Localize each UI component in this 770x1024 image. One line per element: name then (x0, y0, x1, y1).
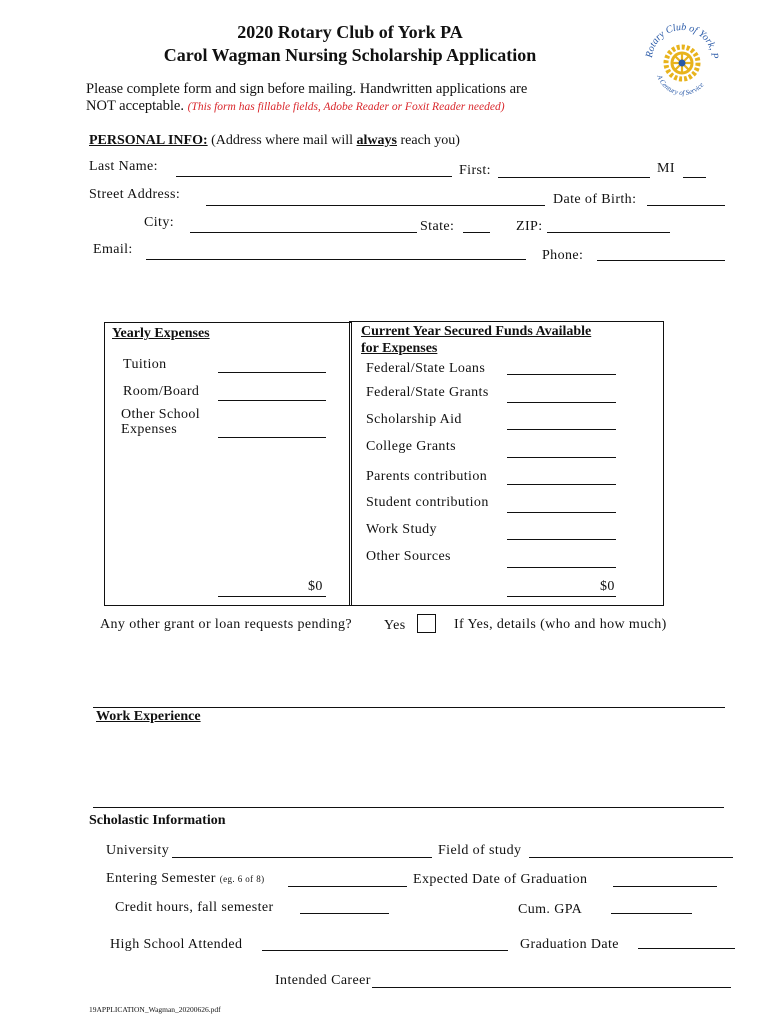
expenses-total: $0 (308, 579, 323, 594)
university-field[interactable] (172, 857, 432, 858)
room-board-label: Room/Board (123, 384, 200, 399)
expenses-total-line (218, 596, 326, 597)
gpa-field[interactable] (611, 913, 692, 914)
mi-label: MI (657, 161, 675, 176)
university-label: University (106, 843, 170, 858)
credit-hours-label: Credit hours, fall semester (115, 900, 274, 915)
work-experience-field[interactable] (93, 807, 724, 808)
secured-funds-heading-1: Current Year Secured Funds Available (361, 324, 592, 339)
fillable-note: (This form has fillable fields, Adobe Reader or Foxit Reader needed) (187, 101, 505, 113)
state-field[interactable] (463, 232, 490, 233)
pending-details-field[interactable] (93, 707, 725, 708)
fund-item-field[interactable] (507, 457, 616, 458)
city-label: City: (144, 215, 175, 230)
dob-field[interactable] (647, 205, 725, 206)
fund-item-label: Other Sources (366, 549, 451, 564)
first-name-label: First: (459, 163, 491, 178)
fund-item-label: Student contribution (366, 495, 489, 510)
other-expenses-label (121, 407, 200, 437)
state-label: State: (420, 219, 455, 234)
funds-total-line (507, 596, 616, 597)
expected-graduation-field[interactable] (613, 886, 717, 887)
street-address-field[interactable] (206, 205, 545, 206)
fund-item-label: Work Study (366, 522, 437, 537)
high-school-label: High School Attended (110, 937, 243, 952)
tuition-label: Tuition (123, 357, 167, 372)
fund-item-field[interactable] (507, 374, 616, 375)
phone-label: Phone: (542, 248, 584, 263)
pending-yes-checkbox[interactable] (417, 614, 436, 633)
title-line-2: Carol Wagman Nursing Scholarship Application (163, 45, 537, 65)
fund-item-field[interactable] (507, 567, 616, 568)
secured-funds-heading-2: for Expenses (361, 341, 438, 356)
fund-item-label: College Grants (366, 439, 456, 454)
work-experience-heading: Work Experience (96, 709, 201, 724)
title-line-1: 2020 Rotary Club of York PA (237, 22, 463, 42)
personal-sub-pre: (Address where mail will (211, 133, 357, 148)
street-address-label: Street Address: (89, 187, 181, 202)
yearly-expenses-heading: Yearly Expenses (112, 326, 210, 341)
fund-item-label: Scholarship Aid (366, 412, 462, 427)
field-of-study-field[interactable] (529, 857, 733, 858)
last-name-label: Last Name: (89, 159, 158, 174)
fund-item-field[interactable] (507, 429, 616, 430)
zip-label: ZIP: (516, 219, 543, 234)
credit-hours-field[interactable] (300, 913, 389, 914)
fund-item-field[interactable] (507, 484, 616, 485)
fund-item-field[interactable] (507, 539, 616, 540)
rotary-wheel-icon (640, 18, 724, 102)
personal-heading-label: PERSONAL INFO: (89, 133, 208, 148)
other-expenses-label-2: Expenses (121, 422, 178, 437)
field-of-study-label: Field of study (438, 843, 522, 858)
high-school-field[interactable] (262, 950, 508, 951)
fund-item-label: Federal/State Loans (366, 361, 486, 376)
room-board-field[interactable] (218, 400, 326, 401)
other-expenses-label-1: Other School (121, 407, 201, 422)
personal-info-heading (89, 133, 460, 149)
graduation-date-field[interactable] (638, 948, 735, 949)
intro-line-1: Please complete form and sign before mailing. Handwritten applications are (86, 81, 528, 97)
mi-field[interactable] (683, 177, 706, 178)
secured-funds-heading (361, 323, 591, 357)
email-label: Email: (93, 242, 133, 257)
city-field[interactable] (190, 232, 417, 233)
pending-yes-label: Yes (384, 618, 406, 633)
last-name-field[interactable] (176, 176, 452, 177)
expected-graduation-label: Expected Date of Graduation (413, 872, 588, 887)
svg-text:Rotary Club of York, PA: Rotary Club of York, P (644, 21, 720, 59)
pending-details-label: If Yes, details (who and how much) (454, 617, 667, 632)
fund-item-label: Federal/State Grants (366, 385, 489, 400)
graduation-date-label: Graduation Date (520, 937, 619, 952)
footer-filename: 19APPLICATION_Wagman_20200626.pdf (89, 1005, 221, 1014)
entering-semester-text: Entering Semester (106, 871, 216, 886)
gpa-label: Cum. GPA (518, 902, 583, 917)
svg-text:A Century of Service: A Century of Service (655, 73, 706, 98)
tuition-field[interactable] (218, 372, 326, 373)
entering-semester-hint: (eg. 6 of 8) (219, 874, 265, 884)
entering-semester-label (106, 871, 265, 887)
intro-not-acceptable: NOT acceptable. (86, 98, 184, 114)
zip-field[interactable] (547, 232, 670, 233)
rotary-logo (640, 18, 724, 102)
intro-line-2 (86, 98, 505, 115)
funds-total: $0 (600, 579, 615, 594)
fund-item-label: Parents contribution (366, 469, 488, 484)
other-expenses-field[interactable] (218, 437, 326, 438)
dob-label: Date of Birth: (553, 192, 637, 207)
personal-sub-bold: always (356, 133, 397, 148)
fund-item-field[interactable] (507, 402, 616, 403)
intended-career-field[interactable] (372, 987, 731, 988)
scholastic-heading: Scholastic Information (89, 813, 226, 828)
email-field[interactable] (146, 259, 526, 260)
phone-field[interactable] (597, 260, 725, 261)
personal-sub-post: reach you) (397, 133, 460, 148)
fund-item-field[interactable] (507, 512, 616, 513)
entering-semester-field[interactable] (288, 886, 407, 887)
first-name-field[interactable] (498, 177, 650, 178)
intended-career-label: Intended Career (275, 973, 371, 988)
pending-question: Any other grant or loan requests pending? (100, 617, 353, 632)
